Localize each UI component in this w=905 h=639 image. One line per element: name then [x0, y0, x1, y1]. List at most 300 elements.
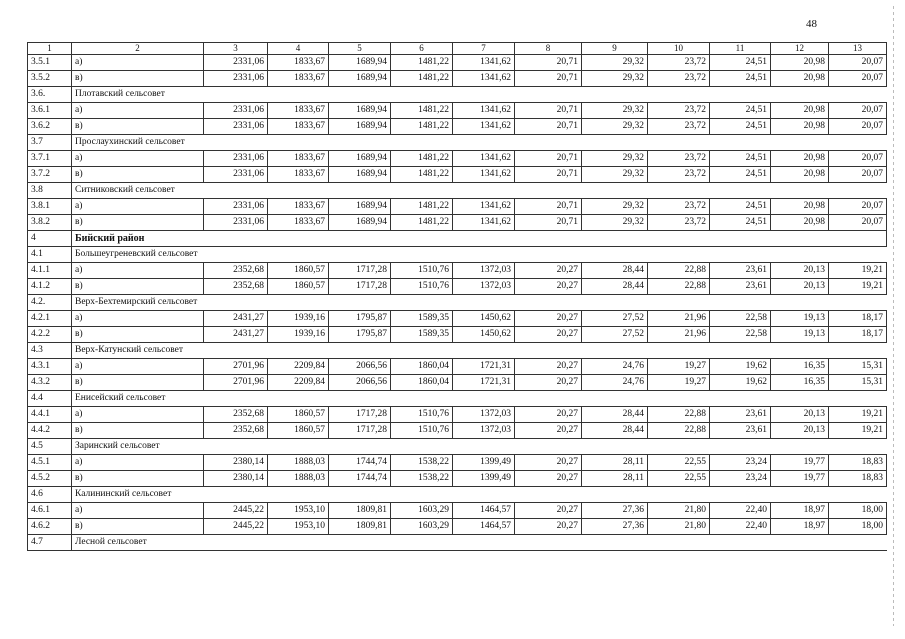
value-cell: 1833,67: [268, 215, 329, 231]
value-cell: 22,88: [648, 423, 710, 439]
value-cell: 1481,22: [391, 55, 453, 71]
value-cell: 24,51: [710, 119, 771, 135]
value-cell: 1717,28: [329, 423, 391, 439]
value-cell: 2445,22: [204, 503, 268, 519]
value-cell: 2209,84: [268, 375, 329, 391]
district-name: Бийский район: [72, 231, 887, 247]
value-cell: 1833,67: [268, 71, 329, 87]
value-cell: 23,72: [648, 199, 710, 215]
value-cell: 22,58: [710, 311, 771, 327]
value-cell: 21,96: [648, 311, 710, 327]
value-cell: 1953,10: [268, 503, 329, 519]
value-cell: 1341,62: [453, 167, 515, 183]
row-subitem: а): [72, 359, 204, 375]
value-cell: 19,27: [648, 375, 710, 391]
value-cell: 18,97: [771, 503, 829, 519]
value-cell: 2380,14: [204, 455, 268, 471]
table-row: [28, 103, 887, 119]
value-cell: 29,32: [582, 167, 648, 183]
value-cell: 1341,62: [453, 119, 515, 135]
value-cell: 20,71: [515, 199, 582, 215]
column-number-cell: 9: [582, 43, 648, 55]
value-cell: 20,07: [829, 167, 887, 183]
table-row: [28, 471, 887, 487]
value-cell: 29,32: [582, 151, 648, 167]
row-subitem: а): [72, 503, 204, 519]
group-row: [28, 87, 887, 103]
value-cell: 2445,22: [204, 519, 268, 535]
row-code: 3.7.1: [28, 151, 72, 167]
value-cell: 1603,29: [391, 519, 453, 535]
value-cell: 15,31: [829, 375, 887, 391]
column-number-cell: 13: [829, 43, 887, 55]
row-subitem: а): [72, 151, 204, 167]
value-cell: 29,32: [582, 71, 648, 87]
row-code: 3.7: [28, 135, 72, 151]
value-cell: 20,71: [515, 103, 582, 119]
value-cell: 23,24: [710, 455, 771, 471]
value-cell: 29,32: [582, 119, 648, 135]
value-cell: 20,27: [515, 503, 582, 519]
value-cell: 2352,68: [204, 263, 268, 279]
value-cell: 1860,57: [268, 279, 329, 295]
value-cell: 2066,56: [329, 359, 391, 375]
row-code: 4.1.1: [28, 263, 72, 279]
page-number: 48: [806, 18, 817, 30]
value-cell: 1372,03: [453, 279, 515, 295]
value-cell: 2701,96: [204, 359, 268, 375]
value-cell: 16,35: [771, 359, 829, 375]
value-cell: 23,72: [648, 103, 710, 119]
value-cell: 18,00: [829, 503, 887, 519]
council-name: Прослаухинский сельсовет: [72, 135, 887, 151]
value-cell: 22,40: [710, 503, 771, 519]
column-number-cell: 7: [453, 43, 515, 55]
value-cell: 1510,76: [391, 279, 453, 295]
value-cell: 20,13: [771, 423, 829, 439]
row-code: 3.6.: [28, 87, 72, 103]
table-row: [28, 199, 887, 215]
column-number-cell: 5: [329, 43, 391, 55]
group-row: [28, 391, 887, 407]
group-row: [28, 295, 887, 311]
council-name: Ситниковский сельсовет: [72, 183, 887, 199]
value-cell: 22,88: [648, 279, 710, 295]
value-cell: 1464,57: [453, 519, 515, 535]
value-cell: 2209,84: [268, 359, 329, 375]
value-cell: 2331,06: [204, 199, 268, 215]
value-cell: 2331,06: [204, 151, 268, 167]
value-cell: 20,98: [771, 151, 829, 167]
value-cell: 19,21: [829, 263, 887, 279]
row-code: 4.1: [28, 247, 72, 263]
row-subitem: в): [72, 471, 204, 487]
value-cell: 18,83: [829, 455, 887, 471]
value-cell: 28,44: [582, 263, 648, 279]
value-cell: 2331,06: [204, 119, 268, 135]
value-cell: 18,17: [829, 311, 887, 327]
value-cell: 21,80: [648, 519, 710, 535]
value-cell: 1341,62: [453, 215, 515, 231]
value-cell: 23,61: [710, 407, 771, 423]
row-subitem: а): [72, 311, 204, 327]
value-cell: 27,52: [582, 311, 648, 327]
value-cell: 20,13: [771, 407, 829, 423]
value-cell: 1341,62: [453, 103, 515, 119]
column-number-cell: 10: [648, 43, 710, 55]
value-cell: 24,51: [710, 199, 771, 215]
value-cell: 1450,62: [453, 311, 515, 327]
row-code: 3.6.2: [28, 119, 72, 135]
row-subitem: в): [72, 327, 204, 343]
value-cell: 20,27: [515, 407, 582, 423]
value-cell: 23,61: [710, 423, 771, 439]
value-cell: 20,27: [515, 311, 582, 327]
value-cell: 1589,35: [391, 311, 453, 327]
value-cell: 20,27: [515, 423, 582, 439]
value-cell: 1888,03: [268, 471, 329, 487]
table-row: [28, 167, 887, 183]
value-cell: 20,07: [829, 103, 887, 119]
row-code: 4.4.1: [28, 407, 72, 423]
table-row: [28, 359, 887, 375]
value-cell: 24,51: [710, 55, 771, 71]
value-cell: 1721,31: [453, 375, 515, 391]
value-cell: 1481,22: [391, 199, 453, 215]
row-code: 4: [28, 231, 72, 247]
value-cell: 28,11: [582, 455, 648, 471]
value-cell: 20,07: [829, 119, 887, 135]
value-cell: 23,72: [648, 119, 710, 135]
value-cell: 28,11: [582, 471, 648, 487]
row-subitem: в): [72, 279, 204, 295]
value-cell: 27,36: [582, 503, 648, 519]
value-cell: 20,71: [515, 167, 582, 183]
section-row: [28, 231, 887, 247]
column-number-cell: 1: [28, 43, 72, 55]
table-row: [28, 151, 887, 167]
table-body: [28, 43, 887, 551]
row-subitem: в): [72, 215, 204, 231]
column-number-cell: 11: [710, 43, 771, 55]
value-cell: 20,71: [515, 215, 582, 231]
table-row: [28, 215, 887, 231]
value-cell: 1538,22: [391, 471, 453, 487]
value-cell: 1341,62: [453, 71, 515, 87]
row-code: 4.6: [28, 487, 72, 503]
value-cell: 1510,76: [391, 263, 453, 279]
value-cell: 1888,03: [268, 455, 329, 471]
group-row: [28, 535, 887, 551]
column-number-cell: 3: [204, 43, 268, 55]
table-row: [28, 455, 887, 471]
value-cell: 1510,76: [391, 423, 453, 439]
value-cell: 1399,49: [453, 471, 515, 487]
row-code: 4.2.2: [28, 327, 72, 343]
value-cell: 19,21: [829, 279, 887, 295]
value-cell: 2331,06: [204, 55, 268, 71]
value-cell: 23,72: [648, 151, 710, 167]
value-cell: 1603,29: [391, 503, 453, 519]
table-row: [28, 279, 887, 295]
value-cell: 1833,67: [268, 151, 329, 167]
row-code: 4.5.2: [28, 471, 72, 487]
column-number-cell: 2: [72, 43, 204, 55]
value-cell: 20,07: [829, 55, 887, 71]
column-number-cell: 8: [515, 43, 582, 55]
value-cell: 1833,67: [268, 55, 329, 71]
value-cell: 20,07: [829, 151, 887, 167]
table-row: [28, 519, 887, 535]
row-code: 4.6.1: [28, 503, 72, 519]
value-cell: 19,77: [771, 471, 829, 487]
value-cell: 24,51: [710, 103, 771, 119]
value-cell: 15,31: [829, 359, 887, 375]
row-code: 4.2.: [28, 295, 72, 311]
value-cell: 1860,04: [391, 359, 453, 375]
value-cell: 20,98: [771, 167, 829, 183]
value-cell: 27,52: [582, 327, 648, 343]
value-cell: 22,55: [648, 455, 710, 471]
value-cell: 2431,27: [204, 311, 268, 327]
value-cell: 20,07: [829, 199, 887, 215]
value-cell: 1481,22: [391, 103, 453, 119]
value-cell: 29,32: [582, 215, 648, 231]
value-cell: 1721,31: [453, 359, 515, 375]
value-cell: 2331,06: [204, 215, 268, 231]
value-cell: 1689,94: [329, 55, 391, 71]
row-code: 3.5.1: [28, 55, 72, 71]
row-code: 4.6.2: [28, 519, 72, 535]
value-cell: 19,21: [829, 407, 887, 423]
scan-edge-line: [893, 6, 894, 626]
value-cell: 28,44: [582, 279, 648, 295]
value-cell: 22,88: [648, 263, 710, 279]
value-cell: 1809,81: [329, 519, 391, 535]
row-subitem: в): [72, 71, 204, 87]
value-cell: 18,17: [829, 327, 887, 343]
value-cell: 1717,28: [329, 263, 391, 279]
value-cell: 20,07: [829, 71, 887, 87]
value-cell: 1689,94: [329, 215, 391, 231]
value-cell: 1510,76: [391, 407, 453, 423]
group-row: [28, 247, 887, 263]
row-code: 4.5.1: [28, 455, 72, 471]
row-subitem: в): [72, 519, 204, 535]
value-cell: 20,27: [515, 375, 582, 391]
value-cell: 16,35: [771, 375, 829, 391]
table-row: [28, 263, 887, 279]
row-code: 4.7: [28, 535, 72, 551]
value-cell: 20,27: [515, 327, 582, 343]
value-cell: 1689,94: [329, 103, 391, 119]
value-cell: 28,44: [582, 423, 648, 439]
value-cell: 1939,16: [268, 327, 329, 343]
row-code: 3.8: [28, 183, 72, 199]
value-cell: 29,32: [582, 199, 648, 215]
value-cell: 23,61: [710, 279, 771, 295]
value-cell: 22,58: [710, 327, 771, 343]
value-cell: 1481,22: [391, 71, 453, 87]
value-cell: 1589,35: [391, 327, 453, 343]
row-code: 4.2.1: [28, 311, 72, 327]
column-number-cell: 4: [268, 43, 329, 55]
value-cell: 1744,74: [329, 455, 391, 471]
council-name: Верх-Бехтемирский сельсовет: [72, 295, 887, 311]
value-cell: 20,71: [515, 71, 582, 87]
value-cell: 1450,62: [453, 327, 515, 343]
value-cell: 28,44: [582, 407, 648, 423]
row-subitem: а): [72, 455, 204, 471]
value-cell: 20,07: [829, 215, 887, 231]
value-cell: 23,24: [710, 471, 771, 487]
column-number-cell: 6: [391, 43, 453, 55]
value-cell: 1689,94: [329, 151, 391, 167]
row-subitem: в): [72, 167, 204, 183]
value-cell: 24,51: [710, 167, 771, 183]
table-row: [28, 375, 887, 391]
value-cell: 1372,03: [453, 407, 515, 423]
value-cell: 23,72: [648, 167, 710, 183]
tariff-table: [27, 42, 887, 551]
value-cell: 19,77: [771, 455, 829, 471]
row-code: 4.3: [28, 343, 72, 359]
row-subitem: а): [72, 263, 204, 279]
value-cell: 27,36: [582, 519, 648, 535]
value-cell: 19,62: [710, 359, 771, 375]
value-cell: 2331,06: [204, 103, 268, 119]
value-cell: 2701,96: [204, 375, 268, 391]
value-cell: 1953,10: [268, 519, 329, 535]
row-code: 3.6.1: [28, 103, 72, 119]
value-cell: 20,27: [515, 279, 582, 295]
value-cell: 24,76: [582, 375, 648, 391]
value-cell: 1341,62: [453, 151, 515, 167]
value-cell: 2352,68: [204, 279, 268, 295]
table-row: [28, 503, 887, 519]
value-cell: 18,97: [771, 519, 829, 535]
council-name: Плотавский сельсовет: [72, 87, 887, 103]
value-cell: 1809,81: [329, 503, 391, 519]
value-cell: 20,71: [515, 119, 582, 135]
value-cell: 19,13: [771, 327, 829, 343]
value-cell: 18,00: [829, 519, 887, 535]
row-code: 4.4: [28, 391, 72, 407]
group-row: [28, 183, 887, 199]
value-cell: 1372,03: [453, 263, 515, 279]
value-cell: 1860,57: [268, 407, 329, 423]
value-cell: 1860,04: [391, 375, 453, 391]
value-cell: 1538,22: [391, 455, 453, 471]
column-number-cell: 12: [771, 43, 829, 55]
row-subitem: а): [72, 407, 204, 423]
value-cell: 20,13: [771, 279, 829, 295]
value-cell: 1795,87: [329, 311, 391, 327]
value-cell: 1341,62: [453, 55, 515, 71]
table-row: [28, 55, 887, 71]
value-cell: 24,51: [710, 215, 771, 231]
value-cell: 1464,57: [453, 503, 515, 519]
row-subitem: в): [72, 423, 204, 439]
value-cell: 19,27: [648, 359, 710, 375]
value-cell: 20,98: [771, 55, 829, 71]
value-cell: 2380,14: [204, 471, 268, 487]
value-cell: 1689,94: [329, 167, 391, 183]
value-cell: 24,76: [582, 359, 648, 375]
value-cell: 1833,67: [268, 199, 329, 215]
row-subitem: а): [72, 103, 204, 119]
row-code: 4.3.1: [28, 359, 72, 375]
value-cell: 21,80: [648, 503, 710, 519]
row-code: 3.8.2: [28, 215, 72, 231]
value-cell: 19,21: [829, 423, 887, 439]
council-name: Заринский сельсовет: [72, 439, 887, 455]
row-code: 4.3.2: [28, 375, 72, 391]
value-cell: 20,27: [515, 519, 582, 535]
value-cell: 20,98: [771, 119, 829, 135]
value-cell: 22,88: [648, 407, 710, 423]
value-cell: 1481,22: [391, 215, 453, 231]
value-cell: 1481,22: [391, 167, 453, 183]
value-cell: 23,61: [710, 263, 771, 279]
value-cell: 1833,67: [268, 103, 329, 119]
table-row: [28, 407, 887, 423]
row-code: 3.7.2: [28, 167, 72, 183]
value-cell: 29,32: [582, 55, 648, 71]
row-code: 3.5.2: [28, 71, 72, 87]
value-cell: 20,27: [515, 455, 582, 471]
value-cell: 19,62: [710, 375, 771, 391]
value-cell: 2066,56: [329, 375, 391, 391]
value-cell: 20,13: [771, 263, 829, 279]
value-cell: 1689,94: [329, 199, 391, 215]
value-cell: 19,13: [771, 311, 829, 327]
value-cell: 22,55: [648, 471, 710, 487]
row-code: 3.8.1: [28, 199, 72, 215]
council-name: Верх-Катунский сельсовет: [72, 343, 887, 359]
row-code: 4.1.2: [28, 279, 72, 295]
value-cell: 1689,94: [329, 119, 391, 135]
value-cell: 20,98: [771, 71, 829, 87]
value-cell: 1795,87: [329, 327, 391, 343]
value-cell: 21,96: [648, 327, 710, 343]
value-cell: 2331,06: [204, 167, 268, 183]
row-code: 4.4.2: [28, 423, 72, 439]
value-cell: 2431,27: [204, 327, 268, 343]
value-cell: 20,27: [515, 359, 582, 375]
row-subitem: а): [72, 199, 204, 215]
table-row: [28, 311, 887, 327]
value-cell: 20,98: [771, 103, 829, 119]
value-cell: 2352,68: [204, 423, 268, 439]
value-cell: 23,72: [648, 215, 710, 231]
value-cell: 1399,49: [453, 455, 515, 471]
table-row: [28, 327, 887, 343]
group-row: [28, 439, 887, 455]
council-name: Енисейский сельсовет: [72, 391, 887, 407]
council-name: Калининский сельсовет: [72, 487, 887, 503]
row-subitem: в): [72, 119, 204, 135]
value-cell: 1341,62: [453, 199, 515, 215]
council-name: Большеугреневский сельсовет: [72, 247, 887, 263]
value-cell: 20,98: [771, 215, 829, 231]
value-cell: 24,51: [710, 71, 771, 87]
value-cell: 22,40: [710, 519, 771, 535]
value-cell: 20,27: [515, 263, 582, 279]
value-cell: 1372,03: [453, 423, 515, 439]
group-row: [28, 135, 887, 151]
column-number-row: [28, 43, 887, 55]
